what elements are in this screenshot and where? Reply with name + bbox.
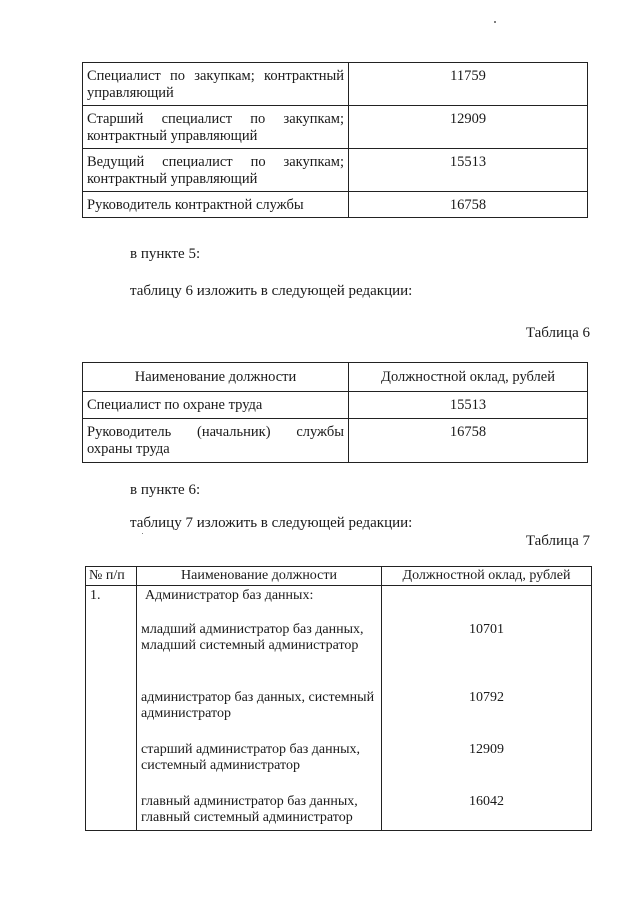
paragraph-point-5: в пункте 5: bbox=[130, 246, 201, 262]
position-item: главный администратор баз данных, главный системный администратор bbox=[141, 794, 358, 825]
position-name-cell: Специалист по охране труда bbox=[83, 392, 349, 419]
table-header-row bbox=[83, 363, 588, 392]
position-item: администратор баз данных, системный администратор bbox=[141, 690, 375, 721]
paragraph-table-7-intro: таблицу 7 изложить в следующей редакции: bbox=[130, 515, 413, 531]
salary-cell: 12909 bbox=[349, 106, 588, 149]
column-header-position: Наименование должности bbox=[137, 567, 382, 586]
position-name-cell: Ведущий специалист по закупкам; контрактный управляющий bbox=[83, 149, 349, 192]
position-name-cell: Специалист по закупкам; контрактный управляющий bbox=[83, 63, 349, 106]
paragraph-point-6: в пункте 6: bbox=[130, 482, 201, 498]
scan-speck bbox=[142, 533, 143, 534]
table-row bbox=[83, 419, 588, 463]
paragraph-table-6-intro: таблицу 6 изложить в следующей редакции: bbox=[130, 283, 413, 299]
table-row bbox=[83, 392, 588, 419]
table-7-caption: Таблица 7 bbox=[525, 533, 590, 549]
table-previous-continuation bbox=[82, 62, 588, 218]
salary-value: 16042 bbox=[469, 794, 504, 809]
salary-group-cell bbox=[382, 586, 592, 831]
salary-cell: 15513 bbox=[349, 149, 588, 192]
group-title: Администратор баз данных: bbox=[145, 588, 314, 603]
table-6-caption: Таблица 6 bbox=[525, 325, 590, 341]
position-item: младший администратор баз данных, младший системный администратор bbox=[141, 622, 364, 653]
table-row bbox=[86, 586, 592, 831]
table-row bbox=[83, 106, 588, 149]
salary-cell: 11759 bbox=[349, 63, 588, 106]
position-name-cell: Старший специалист по закупкам; контрактный управляющий bbox=[83, 106, 349, 149]
scan-speck bbox=[494, 21, 496, 23]
column-header-position: Наименование должности bbox=[83, 363, 349, 392]
salary-cell: 16758 bbox=[349, 192, 588, 218]
salary-value: 10792 bbox=[469, 690, 504, 705]
table-row bbox=[83, 63, 588, 106]
position-name-cell: Руководитель контрактной службы bbox=[83, 192, 349, 218]
table-header-row bbox=[86, 567, 592, 586]
salary-cell: 16758 bbox=[349, 419, 588, 463]
position-item: старший администратор баз данных, системный администратор bbox=[141, 742, 361, 773]
salary-cell: 15513 bbox=[349, 392, 588, 419]
row-number-cell: 1. bbox=[86, 586, 137, 831]
table-7 bbox=[85, 566, 592, 831]
position-group-cell bbox=[137, 586, 382, 831]
column-header-number: № п/п bbox=[86, 567, 137, 586]
salary-value: 10701 bbox=[469, 622, 504, 637]
position-name-cell: Руководитель (начальник) службы охраны труда bbox=[83, 419, 349, 463]
column-header-salary: Должностной оклад, рублей bbox=[349, 363, 588, 392]
table-row bbox=[83, 149, 588, 192]
salary-value: 12909 bbox=[469, 742, 504, 757]
table-6 bbox=[82, 362, 588, 463]
column-header-salary: Должностной оклад, рублей bbox=[382, 567, 592, 586]
table-row bbox=[83, 192, 588, 218]
